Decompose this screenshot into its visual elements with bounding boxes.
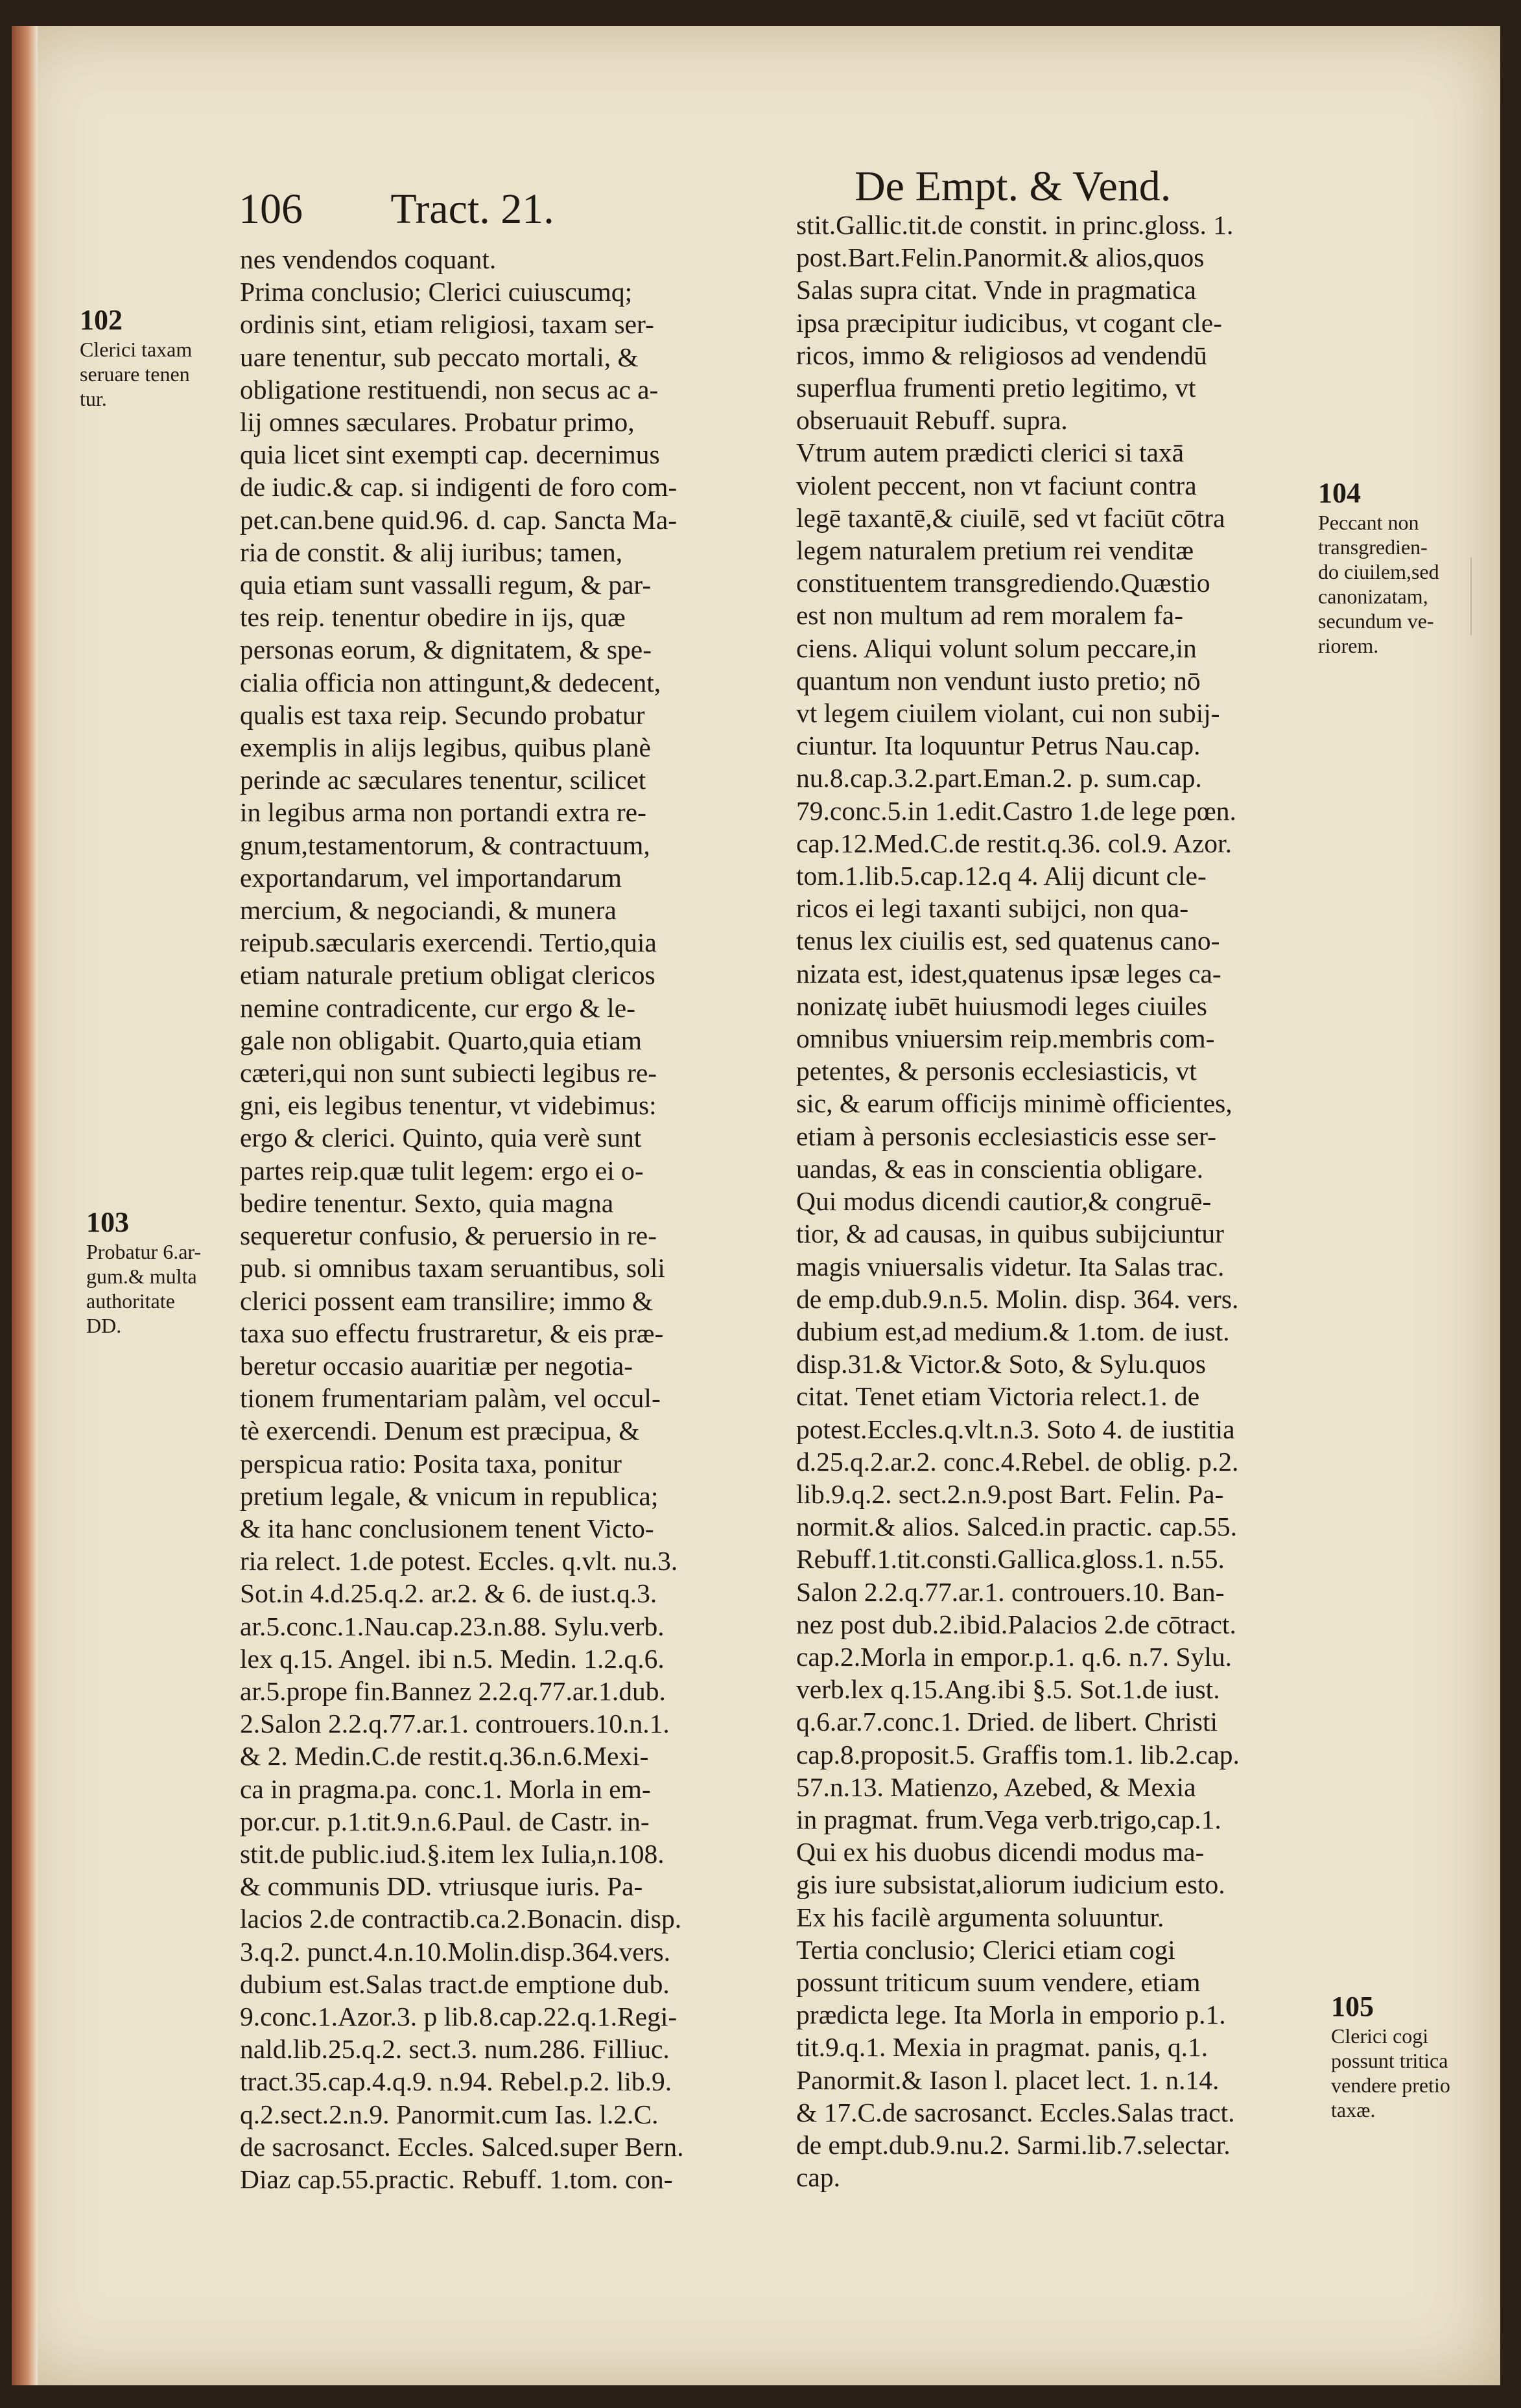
right-column-line: disp.31.& Victor.& Soto, & Sylu.quos — [796, 1349, 1207, 1379]
right-column-line: ricos ei legi taxanti subijci, non qua- — [796, 893, 1189, 924]
left-column-line: cæteri,qui non sunt subiecti legibus re- — [240, 1058, 657, 1088]
right-column-line: violent peccent, non vt faciunt contra — [796, 470, 1197, 500]
left-column-line: & 2. Medin.C.de restit.q.36.n.6.Mexi- — [240, 1741, 649, 1771]
page-edge-mark — [1470, 557, 1472, 635]
left-column-line: sequeretur confusio, & peruersio in re- — [240, 1221, 657, 1251]
margin-note-line: possunt tritica — [1331, 2049, 1448, 2072]
margin-note-line: do ciuilem,sed — [1318, 560, 1439, 583]
right-column-line: nizata est, idest,quatenus ipsæ leges ca- — [796, 958, 1221, 988]
right-column-line: de emp.dub.9.n.5. Molin. disp. 364. vers. — [796, 1283, 1239, 1314]
left-column-line: beretur occasio auaritiæ per negotia- — [240, 1350, 633, 1381]
left-column-line: dubium est.Salas tract.de emptione dub. — [240, 1969, 670, 1999]
right-column-line: verb.lex q.15.Ang.ibi §.5. Sot.1.de iust. — [796, 1674, 1220, 1705]
left-column-line: perspicua ratio: Posita taxa, ponitur — [240, 1448, 622, 1479]
margin-note-line: riorem. — [1318, 634, 1379, 657]
left-column-line: mercium, & negociandi, & munera — [240, 895, 617, 926]
right-column-line: ricos, immo & religiosos ad vendendū — [796, 340, 1207, 370]
right-column-line: Salas supra citat. Vnde in pragmatica — [796, 275, 1196, 305]
margin-note-104 — [1318, 476, 1439, 658]
left-column-line: stit.de public.iud.§.item lex Iulia,n.108. — [240, 1838, 665, 1869]
margin-note-line: Peccant non — [1318, 511, 1419, 534]
margin-note-line: Probatur 6.ar- — [86, 1240, 202, 1263]
right-column-line: lib.9.q.2. sect.2.n.9.post Bart. Felin. Pa- — [796, 1479, 1224, 1509]
right-column-line: Tertia conclusio; Clerici etiam cogi — [796, 1934, 1175, 1965]
left-column-line: nald.lib.25.q.2. sect.3. num.286. Filliuc. — [240, 2034, 670, 2064]
margin-note-line: tur. — [80, 387, 107, 410]
left-column-line: bedire tenentur. Sexto, quia magna — [240, 1187, 614, 1218]
right-column-line: potest.Eccles.q.vlt.n.3. Soto 4. de iustitia — [796, 1414, 1235, 1444]
left-column-line: lacios 2.de contractib.ca.2.Bonacin. disp. — [240, 1904, 682, 1934]
left-column-line: qualis est taxa reip. Secundo probatur — [240, 699, 645, 730]
left-column-line: ca in pragma.pa. conc.1. Morla in em- — [240, 1773, 651, 1804]
left-column-line: tè exercendi. Denum est præcipua, & — [240, 1416, 640, 1446]
right-column-line: Salon 2.2.q.77.ar.1. controuers.10. Ban- — [796, 1576, 1225, 1607]
right-column-line: superflua frumenti pretio legitimo, vt — [796, 373, 1196, 403]
left-column-line: exemplis in alijs legibus, quibus planè — [240, 732, 651, 763]
right-column-line: Panormit.& Iason l. placet lect. 1. n.14. — [796, 2064, 1220, 2095]
right-column-line: nez post dub.2.ibid.Palacios 2.de cōtract. — [796, 1609, 1236, 1639]
left-column-line: Prima conclusio; Clerici cuiuscumq; — [240, 277, 633, 307]
left-column-line: uare tenentur, sub peccato mortali, & — [240, 342, 639, 372]
margin-note-line: vendere pretio — [1331, 2074, 1450, 2097]
left-column-line: ria relect. 1.de potest. Eccles. q.vlt. nu.3. — [240, 1546, 678, 1576]
right-column-line: obseruauit Rebuff. supra. — [796, 405, 1068, 436]
margin-note-line: DD. — [86, 1314, 122, 1337]
left-running-title: Tract. 21. — [390, 185, 554, 233]
right-column-line: possunt triticum suum vendere, etiam — [796, 1967, 1201, 1997]
left-column-line: obligatione restituendi, non secus ac a- — [240, 374, 659, 404]
book-page — [12, 26, 1500, 2385]
left-column-line: ordinis sint, etiam religiosi, taxam ser- — [240, 309, 654, 340]
right-column-line: & 17.C.de sacrosanct. Eccles.Salas tract. — [796, 2097, 1235, 2127]
left-column-line: tionem frumentariam palàm, vel occul- — [240, 1383, 661, 1414]
left-column-line: exportandarum, vel importandarum — [240, 862, 622, 893]
left-column-line: nemine contradicente, cur ergo & le- — [240, 992, 635, 1023]
right-column-line: quantum non vendunt iusto pretio; nō — [796, 665, 1201, 696]
right-column-line: Rebuff.1.tit.consti.Gallica.gloss.1. n.55. — [796, 1544, 1225, 1574]
left-column-line: de sacrosanct. Eccles. Salced.super Bern. — [240, 2131, 684, 2162]
left-column-line: taxa suo effectu frustraretur, & eis præ- — [240, 1318, 664, 1348]
margin-note-number: 104 — [1318, 477, 1361, 509]
margin-note-line: transgredien- — [1318, 535, 1428, 559]
right-column-line: dubium est,ad medium.& 1.tom. de iust. — [796, 1316, 1230, 1346]
left-column-line: q.2.sect.2.n.9. Panormit.cum Ias. l.2.C. — [240, 2099, 659, 2129]
left-column-line: ria de constit. & alij iuribus; tamen, — [240, 537, 623, 567]
left-column-line: pet.can.bene quid.96. d. cap. Sancta Ma- — [240, 504, 678, 535]
right-column-line: legē taxantē,& ciuilē, sed vt faciūt cōtra — [796, 502, 1225, 533]
margin-note-line: canonizatam, — [1318, 585, 1428, 608]
left-column-line: 3.q.2. punct.4.n.10.Molin.disp.364.vers. — [240, 1936, 670, 1967]
right-column-line: uandas, & eas in conscientia obligare. — [796, 1153, 1204, 1184]
left-column-line: tes reip. tenentur obedire in ijs, quæ — [240, 602, 626, 633]
running-head-left — [239, 185, 554, 234]
margin-note-105 — [1331, 1990, 1450, 2122]
margin-note-number: 105 — [1331, 1991, 1374, 2022]
right-column-line: 57.n.13. Matienzo, Azebed, & Mexia — [796, 1771, 1196, 1802]
right-column-line: nonizatę iubēt huiusmodi leges ciuiles — [796, 990, 1207, 1021]
margin-note-line: Clerici taxam — [80, 338, 193, 361]
margin-note-number: 103 — [86, 1206, 129, 1238]
left-column-line: 2.Salon 2.2.q.77.ar.1. controuers.10.n.1. — [240, 1709, 670, 1739]
left-column-line: gnum,testamentorum, & contractuum, — [240, 830, 650, 860]
left-column-line: gni, eis legibus tenentur, vt videbimus: — [240, 1090, 657, 1121]
right-column-line: in pragmat. frum.Vega verb.trigo,cap.1. — [796, 1804, 1221, 1834]
left-column-line: Sot.in 4.d.25.q.2. ar.2. & 6. de iust.q.3. — [240, 1578, 657, 1609]
margin-note-line: Clerici cogi — [1331, 2024, 1429, 2048]
right-column-line: ipsa præcipitur iudicibus, vt cogant cle- — [796, 307, 1222, 338]
page-number: 106 — [239, 185, 303, 233]
left-column-line: quia licet sint exempti cap. decernimus — [240, 439, 660, 470]
right-column-line: ciens. Aliqui volunt solum peccare,in — [796, 633, 1197, 663]
right-column-line: legem naturalem pretium rei venditæ — [796, 535, 1194, 566]
running-head-right: De Empt. & Vend. — [855, 163, 1172, 210]
right-column-line: prædicta lege. Ita Morla in emporio p.1. — [796, 2000, 1226, 2030]
right-column-line: omnibus vniuersim reip.membris com- — [796, 1023, 1215, 1054]
right-column-line: d.25.q.2.ar.2. conc.4.Rebel. de oblig. p.2. — [796, 1446, 1239, 1477]
left-column-line: pretium legale, & vnicum in republica; — [240, 1480, 659, 1511]
left-column-line: clerici possent eam transilire; immo & — [240, 1285, 654, 1316]
margin-note-number: 102 — [80, 304, 123, 336]
left-column-line: quia etiam sunt vassalli regum, & par- — [240, 570, 652, 600]
margin-note-line: gum.& multa — [86, 1265, 197, 1288]
left-column-line: nes vendendos coquant. — [240, 244, 497, 274]
left-column-line: partes reip.quæ tulit legem: ergo ei o- — [240, 1155, 644, 1186]
right-column-line: cap. — [796, 2162, 840, 2193]
right-column-line: petentes, & personis ecclesiasticis, vt — [796, 1056, 1197, 1086]
left-column-line: gale non obligabit. Quarto,quia etiam — [240, 1025, 643, 1055]
left-column-line: etiam naturale pretium obligat clericos — [240, 960, 655, 990]
margin-note-line: secundum ve- — [1318, 609, 1434, 633]
right-column-line: Ex his facilè argumenta soluuntur. — [796, 1902, 1164, 1932]
left-column-line: perinde ac sæculares tenentur, scilicet — [240, 765, 646, 795]
right-column-line: gis iure subsistat,aliorum iudicium esto. — [796, 1869, 1225, 1900]
right-column-line: q.6.ar.7.conc.1. Dried. de libert. Christi — [796, 1707, 1218, 1737]
right-column-line: cap.2.Morla in empor.p.1. q.6. n.7. Sylu. — [796, 1641, 1232, 1672]
right-column-line: tom.1.lib.5.cap.12.q 4. Alij dicunt cle- — [796, 861, 1207, 891]
page-spine-edge — [12, 26, 38, 2385]
left-column-line: de iudic.& cap. si indigenti de foro com- — [240, 472, 678, 502]
left-column-line: & communis DD. vtriusque iuris. Pa- — [240, 1871, 643, 1902]
left-column-line: in legibus arma non portandi extra re- — [240, 797, 646, 828]
right-text-column — [796, 209, 1328, 2193]
margin-note-103 — [86, 1206, 201, 1338]
right-column-line: Qui ex his duobus dicendi modus ma- — [796, 1837, 1205, 1867]
right-column-line: Vtrum autem prædicti clerici si taxā — [796, 438, 1185, 468]
right-column-line: Qui modus dicendi cautior,& congruē- — [796, 1186, 1212, 1217]
margin-note-line: seruare tenen — [80, 362, 190, 386]
left-column-line: ar.5.prope fin.Bannez 2.2.q.77.ar.1.dub. — [240, 1676, 666, 1706]
right-column-line: tenus lex ciuilis est, sed quatenus cano- — [796, 926, 1220, 956]
right-column-line: vt legem ciuilem violant, cui non subij- — [796, 698, 1220, 729]
left-column-line: ar.5.conc.1.Nau.cap.23.n.88. Sylu.verb. — [240, 1611, 665, 1641]
right-column-line: normit.& alios. Salced.in practic. cap.55. — [796, 1512, 1237, 1542]
right-column-line: ciuntur. Ita loquuntur Petrus Nau.cap. — [796, 731, 1201, 761]
right-column-line: post.Bart.Felin.Panormit.& alios,quos — [796, 242, 1205, 273]
right-column-line: tit.9.q.1. Mexia in pragmat. panis, q.1. — [796, 2032, 1209, 2063]
left-column-line: Diaz cap.55.practic. Rebuff. 1.tom. con- — [240, 2164, 673, 2194]
left-column-line: lex q.15. Angel. ibi n.5. Medin. 1.2.q.6. — [240, 1643, 665, 1674]
left-column-line: por.cur. p.1.tit.9.n.6.Paul. de Castr. in- — [240, 1806, 650, 1836]
right-column-line: constituentem transgrediendo.Quæstio — [796, 568, 1210, 598]
right-column-line: nu.8.cap.3.2.part.Eman.2. p. sum.cap. — [796, 763, 1202, 793]
right-column-line: est non multum ad rem moralem fa- — [796, 600, 1183, 631]
right-column-line: cap.8.proposit.5. Graffis tom.1. lib.2.cap. — [796, 1739, 1240, 1770]
left-column-line: ergo & clerici. Quinto, quia verè sunt — [240, 1123, 642, 1153]
margin-note-line: authoritate — [86, 1289, 175, 1313]
left-column-line: lij omnes sæculares. Probatur primo, — [240, 407, 635, 438]
left-column-line: cialia officia non attingunt,& dedecent, — [240, 667, 661, 697]
right-column-line: sic, & earum officijs minimè officientes, — [796, 1088, 1232, 1119]
right-column-line: tior, & ad causas, in quibus subijciuntur — [796, 1219, 1224, 1249]
left-column-line: pub. si omnibus taxam seruantibus, soli — [240, 1253, 665, 1283]
left-column-line: reipub.sæcularis exercendi. Tertio,quia — [240, 928, 657, 958]
left-column-line: & ita hanc conclusionem tenent Victo- — [240, 1513, 654, 1543]
right-column-line: etiam à personis ecclesiasticis esse ser- — [796, 1121, 1216, 1151]
right-column-line: cap.12.Med.C.de restit.q.36. col.9. Azor. — [796, 828, 1232, 858]
margin-note-102 — [80, 303, 192, 411]
left-column-line: 9.conc.1.Azor.3. p lib.8.cap.22.q.1.Regi- — [240, 2001, 678, 2031]
right-column-line: de empt.dub.9.nu.2. Sarmi.lib.7.selectar. — [796, 2129, 1231, 2160]
left-column-line: tract.35.cap.4.q.9. n.94. Rebel.p.2. lib.9. — [240, 2066, 672, 2097]
left-text-column — [240, 243, 772, 2195]
right-column-line: stit.Gallic.tit.de constit. in princ.gloss. 1. — [796, 210, 1234, 240]
right-column-line: 79.conc.5.in 1.edit.Castro 1.de lege pœn. — [796, 795, 1236, 826]
left-column-line: personas eorum, & dignitatem, & spe- — [240, 635, 652, 665]
right-column-line: magis vniuersalis videtur. Ita Salas trac. — [796, 1251, 1225, 1281]
right-column-line: citat. Tenet etiam Victoria relect.1. de — [796, 1381, 1200, 1412]
margin-note-line: taxæ. — [1331, 2098, 1376, 2122]
